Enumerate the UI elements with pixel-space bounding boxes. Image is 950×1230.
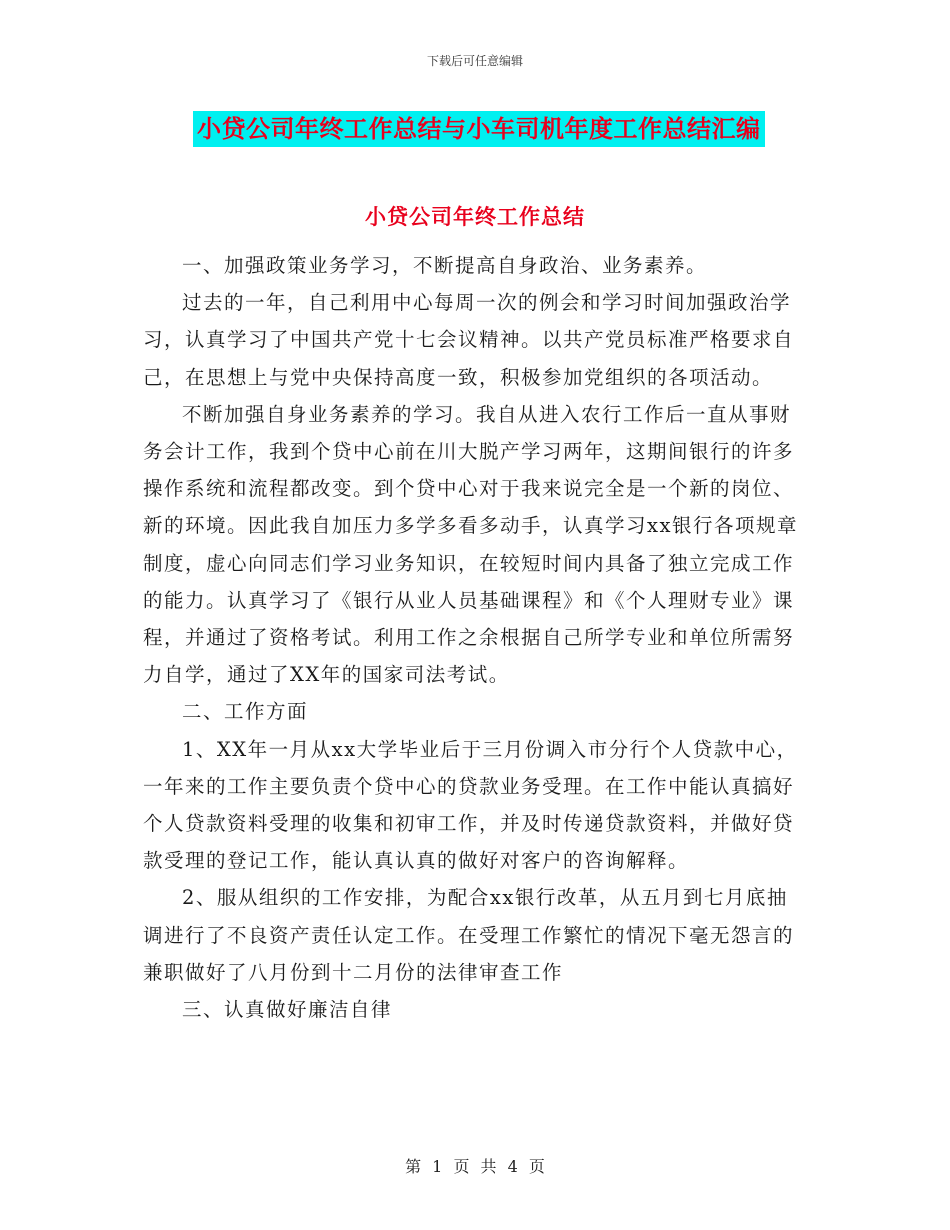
paragraph: 不断加强自身业务素养的学习。我自从进入农行工作后一直从事财务会计工作，我到个贷中心前在川大脱产学习两年，这期间银行的许多操作系统和流程都改变。到个贷中心对于我来说完全是一个新的岗位、新的环境。因此我自加压力多学多看多动手，认真学习xx银行各项规章制度，虚心向同志们学习业务知识，在较短时间内具备了独立完成工作的能力。认真学习了《银行从业人员基础课程》和《个人理财专业》课程，并通过了资格考试。利用工作之余根据自己所学专业和单位所需努力自学，通过了XX年的国家司法考试。 xyxy=(143,402,798,687)
paragraph: 1、XX年一月从xx大学毕业后于三月份调入市分行个人贷款中心，一年来的工作主要负责个贷中心的贷款业务受理。在工作中能认真搞好个人贷款资料受理的收集和初审工作，并及时传递贷款资料，并做好贷款受理的登记工作，能认真认真的做好对客户的咨询解释。 xyxy=(143,737,798,873)
paragraph: 二、工作方面 xyxy=(182,700,309,724)
page-number-footer: 第 1 页 共 4 页 xyxy=(405,1157,545,1176)
document-title: 小贷公司年终工作总结与小车司机年度工作总结汇编 xyxy=(193,111,765,147)
section-title: 小贷公司年终工作总结 xyxy=(365,204,585,229)
document-body xyxy=(143,247,808,1028)
paragraph: 三、认真做好廉洁自律 xyxy=(182,998,393,1022)
page-header-note: 下载后可任意编辑 xyxy=(426,54,523,68)
paragraph: 一、加强政策业务学习，不断提高自身政治、业务素养。 xyxy=(182,254,708,277)
paragraph: 过去的一年，自己利用中心每周一次的例会和学习时间加强政治学习，认真学习了中国共产党十七会议精神。以共产党员标准严格要求自己，在思想上与党中央保持高度一致，积极参加党组织的各项活动。 xyxy=(143,291,795,389)
paragraph: 2、服从组织的工作安排，为配合xx银行改革，从五月到七月底抽调进行了不良资产责任认定工作。在受理工作繁忙的情况下毫无怨言的兼职做好了八月份到十二月份的法律审查工作 xyxy=(143,886,795,984)
